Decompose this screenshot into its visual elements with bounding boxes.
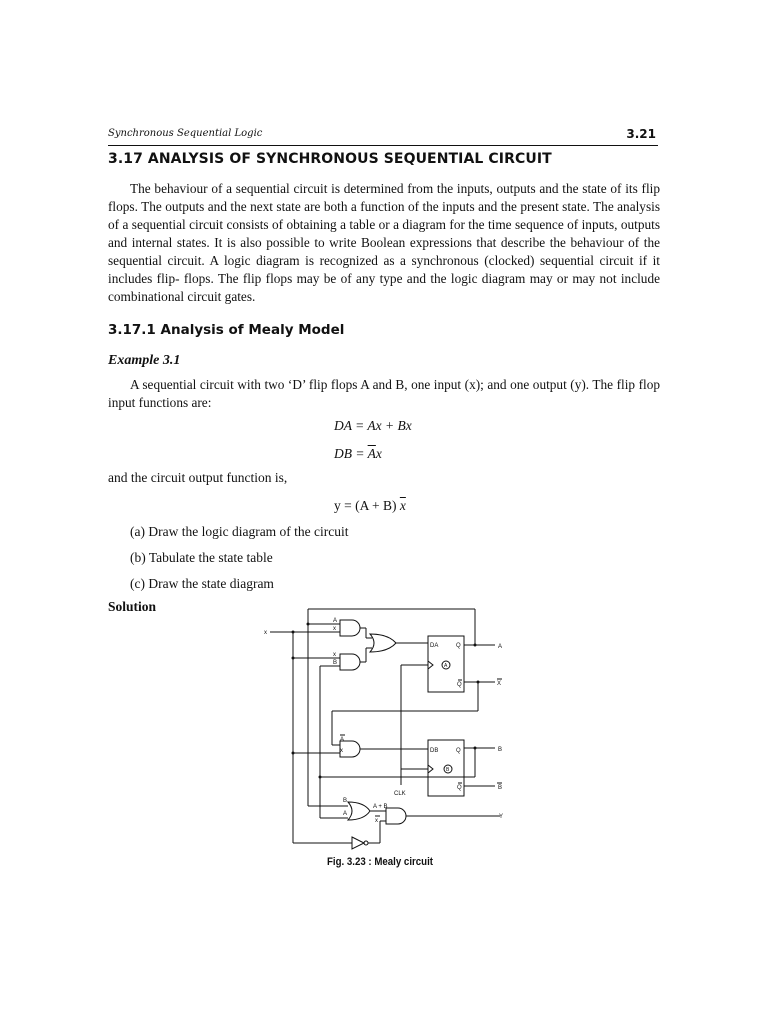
solution-label: Solution <box>108 599 157 614</box>
label-out-b: B <box>498 747 503 753</box>
label-g1-a: A <box>333 618 338 624</box>
inverter <box>352 837 364 849</box>
label-ff-b-q: Q <box>456 748 461 754</box>
junction-dot <box>292 631 295 634</box>
equation-db-lhs: DB = <box>334 446 368 461</box>
equation-y-xbar: $\overline{x}$ <box>399 498 406 513</box>
label-ff-b-qbar: Q <box>457 785 462 791</box>
section-heading: 3.17 ANALYSIS OF SYNCHRONOUS SEQUENTIAL CIRCUIT <box>108 151 552 167</box>
label-ff-b-d: DB <box>430 748 439 754</box>
equation-da: DA = Ax + Bx <box>334 418 412 433</box>
mealy-circuit-diagram <box>255 605 515 855</box>
label-g2-b: B <box>333 660 338 666</box>
label-ff-a-qbar: Q <box>457 682 462 688</box>
list-item: (a) Draw the logic diagram of the circuit <box>130 524 349 539</box>
label-a-plus-b: A + B <box>373 804 388 810</box>
label-xbar: x <box>375 818 378 824</box>
label-g3-x: x <box>340 748 343 754</box>
label-g1-x: x <box>333 626 336 632</box>
equation-y-main: y = (A + B) <box>334 498 400 513</box>
label-ff-a-d: DA <box>430 643 439 649</box>
clock-triangle-a <box>428 661 433 669</box>
or-gate-1 <box>370 634 396 652</box>
junction-dot <box>474 747 477 750</box>
list-item: (b) Tabulate the state table <box>130 550 273 565</box>
label-out-y: Y <box>499 814 504 820</box>
label-input-x: x <box>264 630 267 636</box>
junction-dot <box>477 681 480 684</box>
running-header <box>108 127 658 146</box>
label-g3-abar: A <box>340 737 345 743</box>
junction-dot <box>307 623 310 626</box>
label-g2-x: x <box>333 652 336 658</box>
label-ff-b-name: B <box>446 767 450 773</box>
junction-dot <box>292 752 295 755</box>
and-gate-2 <box>340 654 360 670</box>
and-gate-3 <box>340 741 360 757</box>
junction-dot <box>292 657 295 660</box>
equation-db-x: x <box>375 446 382 461</box>
equation-db-abar: $\overline{A}$ <box>367 446 376 461</box>
equation-y <box>334 498 406 514</box>
figure-caption: Fig. 3.23 : Mealy circuit <box>327 856 433 868</box>
page-number: 3.21 <box>626 127 656 141</box>
section-paragraph: The behaviour of a sequential circuit is determined from the inputs, outputs and the state of its flip flops. The outputs and the next state are both a function of the inputs and the present state. The analysis of a sequential circuit consists of obtaining a table or a diagram for the time sequence of inputs, outputs and internal states. It is also possible to write Boolean expressions that describe the behaviour of the sequential circuit. A logic diagram is recognized as a synchronous (clocked) sequential circuit if it includes flip- flops. The flip flops may be of any type and the logic diagram may or may not include combinational circuit gates. <box>108 181 660 304</box>
label-out-bbar: B <box>498 785 503 791</box>
equation-db <box>334 446 382 462</box>
example-label: Example 3.1 <box>108 353 181 368</box>
label-ff-a-name: A <box>444 663 448 669</box>
junction-dot <box>319 776 322 779</box>
and-gate-1 <box>340 620 360 636</box>
label-ff-a-q: Q <box>456 643 461 649</box>
clock-triangle-b <box>428 765 433 773</box>
example-intro: A sequential circuit with two ‘D’ flip flops A and B, one input (x); and one output (y). The flip flop input functions are: <box>108 377 660 410</box>
label-clk: CLK <box>394 791 406 797</box>
or-gate-2 <box>348 802 370 820</box>
circuit-svg <box>255 605 515 855</box>
and-gate-4 <box>386 808 406 824</box>
label-out-a: A <box>498 644 503 650</box>
label-or2-b: B <box>343 798 348 804</box>
label-out-abar: X <box>497 681 502 687</box>
subsection-heading: 3.17.1 Analysis of Mealy Model <box>108 322 345 338</box>
list-item: (c) Draw the state diagram <box>130 576 274 591</box>
label-or2-a: A <box>343 811 348 817</box>
junction-dot <box>474 644 477 647</box>
running-title: Synchronous Sequential Logic <box>108 128 263 139</box>
output-function-intro: and the circuit output function is, <box>108 470 288 485</box>
